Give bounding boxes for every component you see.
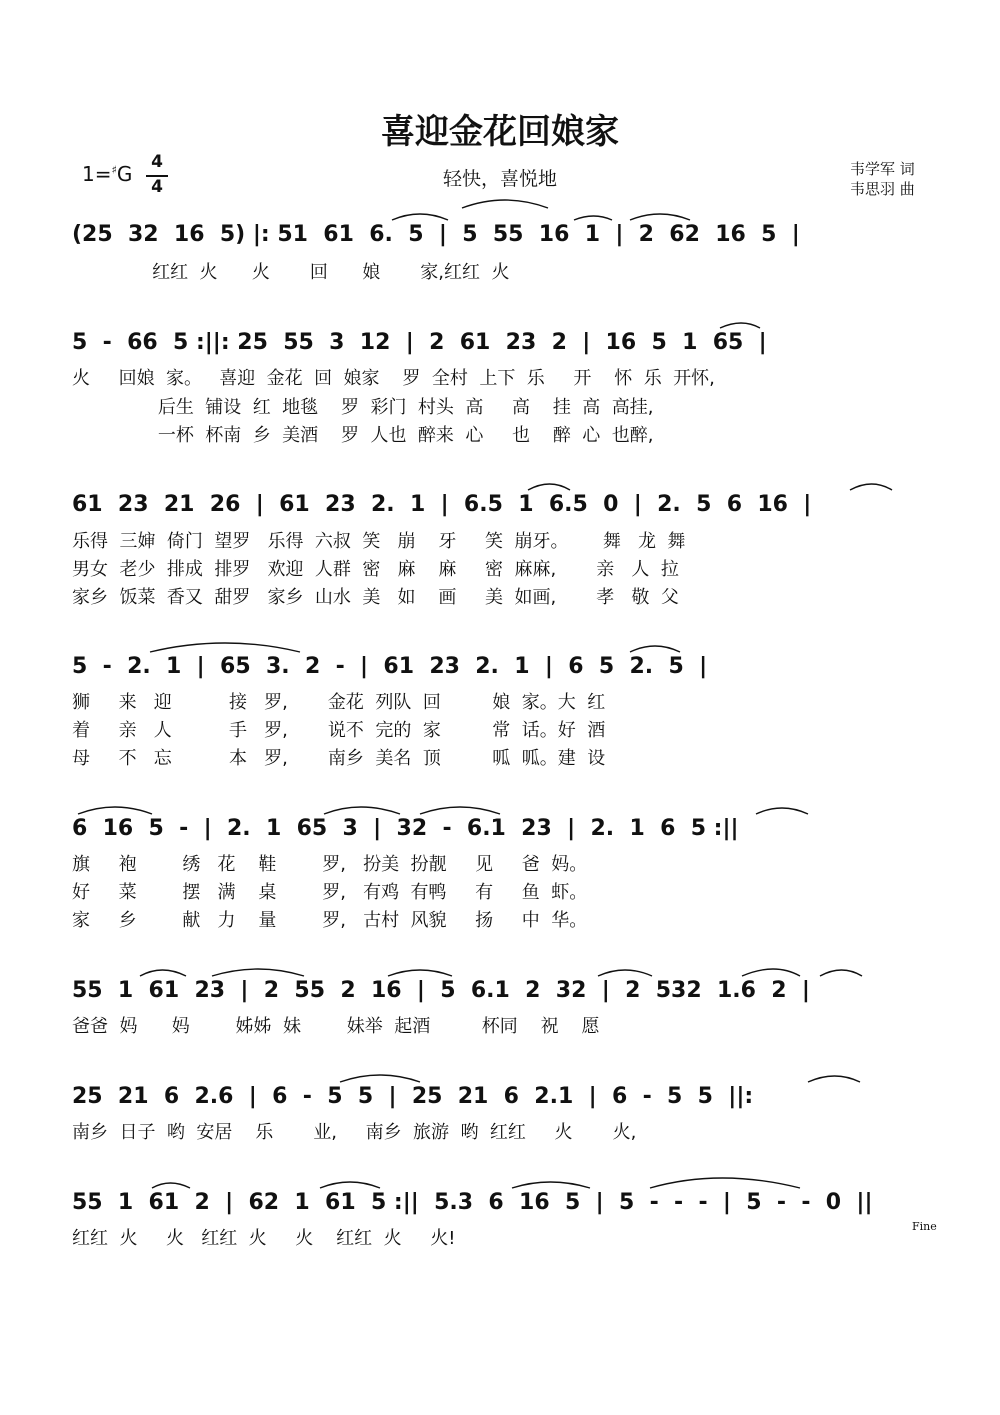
lyric-line-5-verse-3: 家 乡 献 力 量 罗, 古村 风貌 扬 中 华。 <box>72 910 588 931</box>
key-note: G <box>116 162 133 186</box>
notation-line-8: 55 1 61 2 | 62 1 61 5 :|| 5.3 6 16 5 | 5 - - - | 5 - - 0 || <box>72 1190 873 1215</box>
slur-mark <box>742 969 800 976</box>
lyricist-credit: 韦学军 词 <box>850 160 915 178</box>
lyric-line-2-verse-3: 一杯 杯南 乡 美酒 罗 人也 醉来 心 也 醉 心 也醉, <box>72 425 654 446</box>
lyric-line-4-verse-3: 母 不 忘 本 罗, 南乡 美名 顶 呱 呱。建 设 <box>72 748 606 769</box>
lyric-line-4-verse-2: 着 亲 人 手 罗, 说不 完的 家 常 话。好 酒 <box>72 720 606 741</box>
notation-line-4: 5 - 2. 1 | 65 3. 2 - | 61 23 2. 1 | 6 5 2. 5 | <box>72 654 708 679</box>
lyric-line-6-verse-1: 爸爸 妈 妈 姊姊 妹 妹举 起酒 杯同 祝 愿 <box>72 1016 600 1037</box>
notation-line-2: 5 - 66 5 :||: 25 55 3 12 | 2 61 23 2 | 16 5 1 65 | <box>72 330 767 355</box>
time-signature-bottom: 4 <box>151 176 163 197</box>
lyric-line-2-verse-1: 火 回娘 家。 喜迎 金花 回 娘家 罗 全村 上下 乐 开 怀 乐 开怀, <box>72 368 715 389</box>
slur-mark <box>420 807 500 814</box>
lyric-line-2-verse-2: 后生 铺设 红 地毯 罗 彩门 村头 高 高 挂 高 高挂, <box>72 397 654 418</box>
lyric-line-4-verse-1: 狮 来 迎 接 罗, 金花 列队 回 娘 家。大 红 <box>72 692 606 713</box>
tempo-marking: 轻快，喜悦地 <box>442 168 557 190</box>
slur-mark <box>340 1075 420 1082</box>
slur-mark <box>150 643 300 652</box>
key-prefix: 1= <box>82 162 112 186</box>
slur-mark <box>650 1178 800 1188</box>
lyric-line-8-verse-1: 红红 火 火 红红 火 火 红红 火 火! <box>72 1228 456 1249</box>
lyric-line-5-verse-2: 好 菜 摆 满 桌 罗, 有鸡 有鸭 有 鱼 虾。 <box>72 882 588 903</box>
notation-line-6: 55 1 61 23 | 2 55 2 16 | 5 6.1 2 32 | 2 532 1.6 2 | <box>72 978 810 1003</box>
composer-credit: 韦思羽 曲 <box>850 180 915 198</box>
slur-mark <box>324 807 400 814</box>
notation-line-1: (25 32 16 5) |: 51 61 6. 5 | 5 55 16 1 | 2 62 16 5 | <box>72 222 800 247</box>
lyric-line-1-verse-1: 红红 火 火 回 娘 家,红红 火 <box>72 262 510 283</box>
time-signature-top: 4 <box>151 152 163 172</box>
slur-mark <box>462 200 548 208</box>
slur-mark <box>212 969 304 976</box>
fine-marking: Fine <box>912 1220 937 1233</box>
slur-mark <box>78 807 152 814</box>
lyric-line-5-verse-1: 旗 袍 绣 花 鞋 罗, 扮美 扮靓 见 爸 妈。 <box>72 854 588 875</box>
lyric-line-3-verse-2: 男女 老少 排成 排罗 欢迎 人群 密 麻 麻 密 麻麻, 亲 人 拉 <box>72 559 679 580</box>
notation-line-3: 61 23 21 26 | 61 23 2. 1 | 6.5 1 6.5 0 | 2. 5 6 16 | <box>72 492 812 517</box>
lyric-line-3-verse-1: 乐得 三婶 倚门 望罗 乐得 六叔 笑 崩 牙 笑 崩牙。 舞 龙 舞 <box>72 531 686 552</box>
song-title: 喜迎金花回娘家 <box>381 112 619 152</box>
sharp-sign: ♯ <box>111 163 117 177</box>
notation-line-5: 6 16 5 - | 2. 1 65 3 | 32 - 6.1 23 | 2. 1 6 5 :|| <box>72 816 739 841</box>
lyric-line-3-verse-3: 家乡 饭菜 香又 甜罗 家乡 山水 美 如 画 美 如画, 孝 敬 父 <box>72 587 679 608</box>
lyric-line-7-verse-1: 南乡 日子 哟 安居 乐 业, 南乡 旅游 哟 红红 火 火, <box>72 1122 637 1143</box>
notation-line-7: 25 21 6 2.6 | 6 - 5 5 | 25 21 6 2.1 | 6 - 5 5 ||: <box>72 1084 754 1109</box>
